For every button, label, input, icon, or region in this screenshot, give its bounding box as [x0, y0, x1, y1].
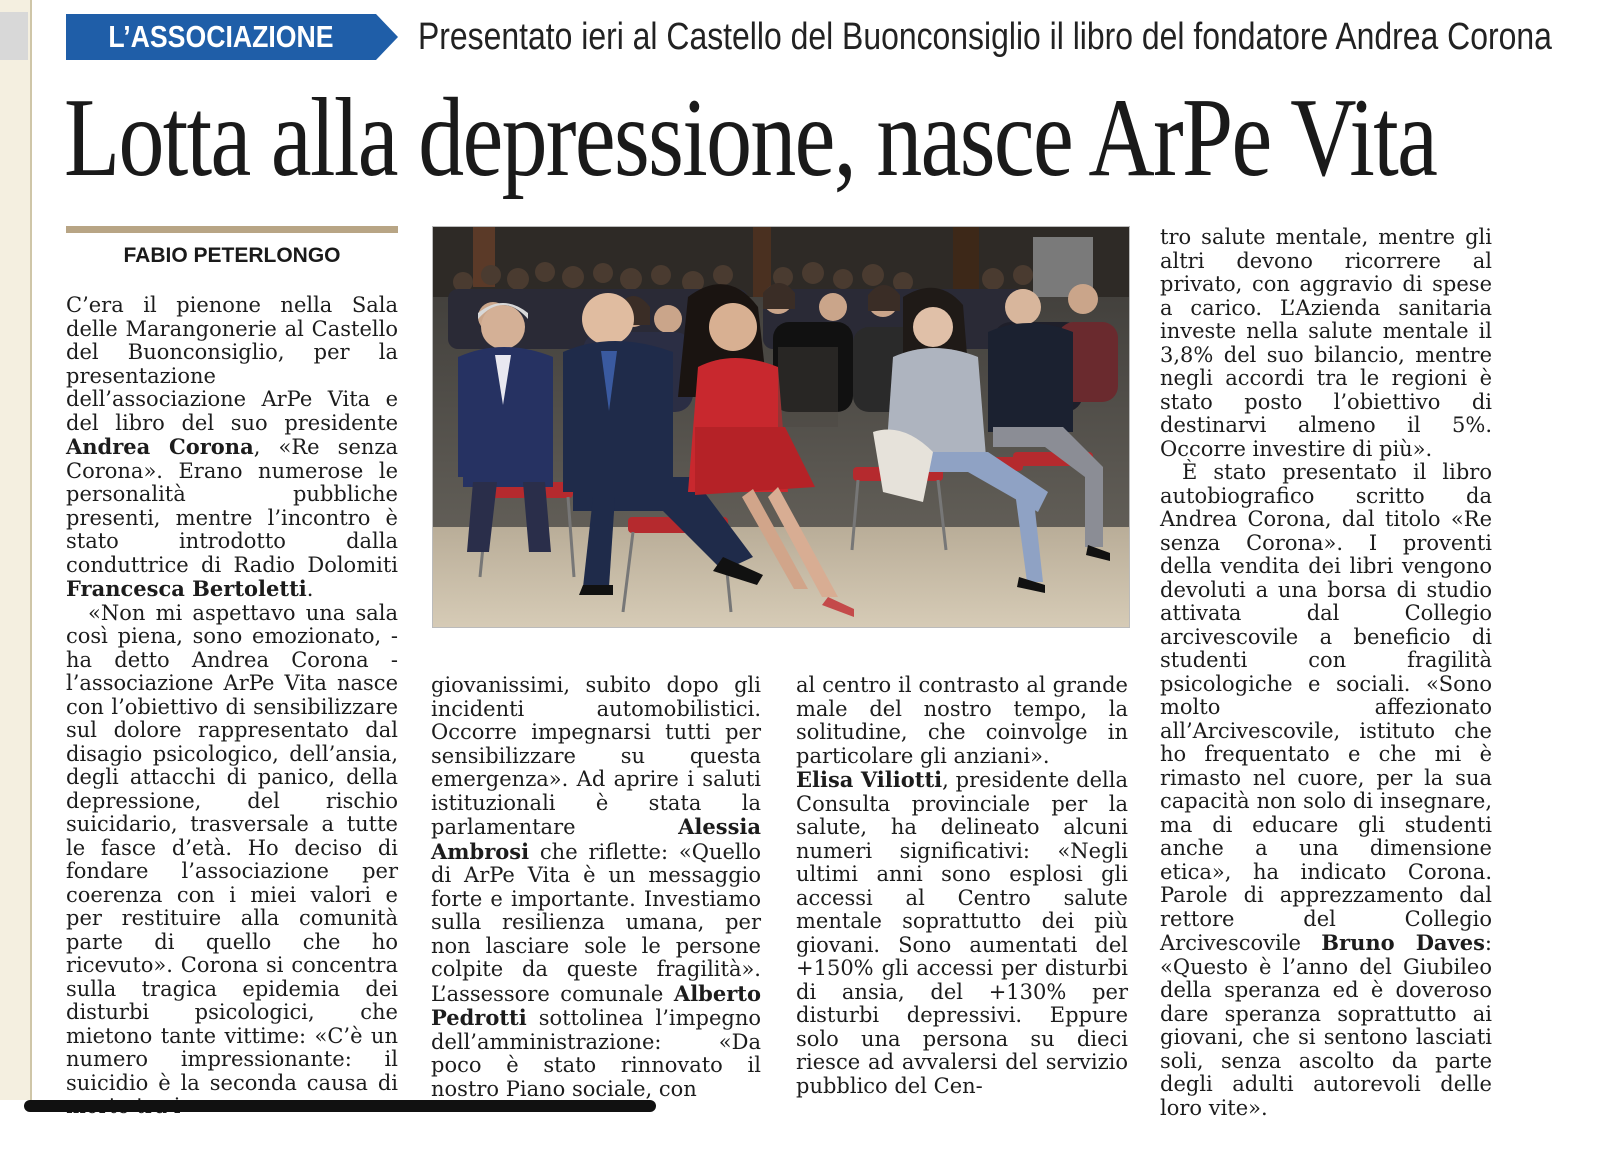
- text: C’era il pienone nella Sala delle Marangonerie al Castello del Buonconsiglio, per la presentazione dell’associazione ArPe Vita e del libro del suo presidente: [66, 293, 398, 435]
- text: .: [306, 577, 314, 601]
- home-indicator-bar: [24, 1100, 656, 1112]
- event-photo: [432, 226, 1130, 628]
- text: sottolinea l’impegno dell’amministrazione: «Da poco è stato rinnovato il nostro Piano sociale, con: [431, 1006, 761, 1101]
- paragraph: [796, 768, 1128, 1098]
- person-name: Bruno Daves: [1321, 930, 1485, 955]
- kicker-arrow-icon: [376, 14, 398, 60]
- subheadline: Presentato ieri al Castello del Buonconsiglio il libro del fondatore Andrea Corona: [418, 16, 1552, 58]
- article-column-3: [796, 673, 1128, 1098]
- article-column-4: [1160, 225, 1492, 1120]
- paragraph: [431, 674, 761, 1101]
- paragraph: «Non mi aspettavo una sala così piena, sono emozionato, - ha detto Andrea Corona - l’associazione ArPe Vita nasce con l’obiettivo di sensibilizzare sul dolore rappresentato dal disagio psicologico, dell’ansia, degli attacchi di panico, della depressione, del rischio suicidario, trasversale a tutte le fasce d’età. Ho deciso di fondare l’associazione per coerenza con i miei valori e per restituire alla comunità parte di quello che ho ricevuto». Corona si concentra sulla tragica epidemia dei disturbi psicologici, che mietono tante vittime: «C’è un numero impressionante: il suicidio è la seconda causa di: [66, 600, 398, 1095]
- text: che riflette: «Quello di ArPe Vita è un messaggio forte e importante. Investiamo sulla resilienza umana, per non lasciare sole le persone colpite da queste fragilità». L’assessore comunale: [431, 839, 761, 1006]
- text: È stato presentato il libro autobiografico scritto da Andrea Corona, dal titolo «Re senza Corona». I proventi della vendita dei libri vengono devoluti a una borsa di studio attivata dal Collegio arcivescovile a beneficio di studenti con fragilità psicologiche e sociali. «Sono molto affezionato all’Arcivescovile, istituto che ho frequentato e che mi è rimasto nel cuore, per la sua capacità non solo di insegnare, ma di educare gli studenti anche a una dimensione etica», ha indicato Corona. Parole di apprezzamento dal rettore del Collegio Arcivescovile: [1160, 460, 1492, 955]
- article-column-2: [431, 673, 761, 1101]
- byline: FABIO PETERLONGO: [123, 244, 341, 267]
- text: : «Questo è l’anno del Giubileo della speranza ed è doveroso dare speranza soprattutto ai giovani, che si sentono lasciati soli, senza ascolto da parte degli adulti autorevoli delle loro vite».: [1160, 931, 1492, 1120]
- text: , «Re senza Corona». Erano numerose le personalità pubbliche presenti, mentre l’incontro è stato introdotto dalla conduttrice di Radio Dolomiti: [66, 435, 398, 577]
- page-margin-tab: [0, 12, 28, 60]
- person-name: Francesca Bertoletti: [66, 576, 307, 601]
- person-name: Alberto Pedrotti: [431, 980, 761, 1030]
- text: giovanissimi, subito dopo gli incidenti automobilistici. Occorre impegnarsi tutti per sensibilizzare su questa emergenza». Ad aprire i saluti istituzionali è stata la parlamentare: [431, 673, 761, 839]
- person-name: Elisa Viliotti: [796, 767, 943, 792]
- headline: Lotta alla depressione, nasce ArPe Vita: [64, 76, 1437, 200]
- section-kicker: L’ASSOCIAZIONE: [108, 19, 334, 54]
- paragraph: [1160, 461, 1492, 1120]
- article-column-1: [66, 293, 398, 1095]
- person-name: Andrea Corona: [66, 434, 254, 459]
- byline-rule: [66, 226, 398, 233]
- audience-photo-illustration: [433, 227, 1129, 627]
- paragraph: tro salute mentale, mentre gli altri devono ricorrere al privato, con aggravio di spese a carico. L’Azienda sanitaria investe nella salute mentale il 3,8% del suo bilancio, mentre negli accordi tra le regioni è stato posto l’obiettivo di destinarvi almeno il 5%. Occorre investire di più».: [1160, 225, 1492, 461]
- person-name: Alessia Ambrosi: [431, 814, 761, 864]
- text: , presidente della Consulta provinciale per la salute, ha delineato alcuni numeri significativi: «Negli ultimi anni sono esplosi gli accessi al Centro salute mentale soprattutto dei più giovani. Sono aumentati del +150% gli accessi per disturbi di ansia, del +130% per disturbi depressivi. Eppure solo una persona su dieci riesce ad avvalersi del servizio pubblico del Cen-: [796, 768, 1128, 1098]
- paragraph: [66, 294, 398, 602]
- paragraph: al centro il contrasto al grande male del nostro tempo, la solitudine, che coinvolge in particolare gli anziani».: [796, 673, 1128, 768]
- page-margin-strip: [0, 0, 32, 1100]
